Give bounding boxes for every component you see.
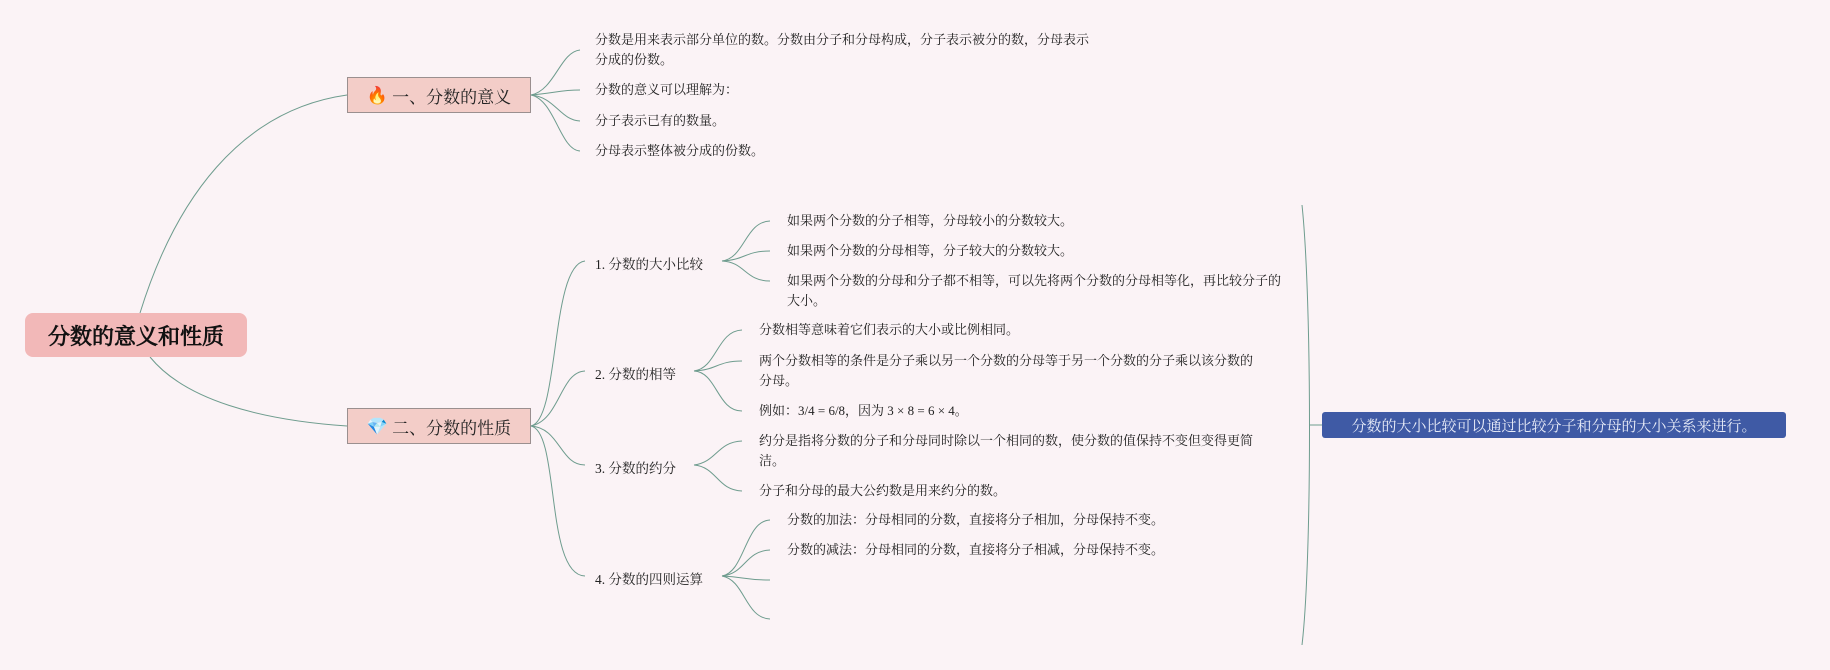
link-b2-sub2	[531, 371, 585, 426]
sub-reduce[interactable]	[595, 457, 676, 477]
leaf-text: 例如：3/4 = 6/8，因为 3 × 8 = 6 × 4。	[759, 403, 968, 418]
leaf-text: 分数的意义可以理解为：	[595, 82, 739, 97]
link-s1-leaf2	[722, 251, 770, 261]
link-s1-leaf3	[722, 261, 770, 281]
leaf-compare-1[interactable]	[787, 211, 1073, 231]
summary-bracket	[1302, 205, 1310, 645]
leaf-meaning-4[interactable]	[595, 141, 764, 161]
link-b2-sub4	[531, 426, 585, 576]
leaf-text: 分数相等意味着它们表示的大小或比例相同。	[759, 322, 1020, 337]
link-s4-leaf2	[722, 550, 770, 576]
leaf-equal-3[interactable]	[759, 401, 968, 421]
link-s2-leaf3	[694, 371, 742, 411]
leaf-reduce-1[interactable]	[759, 431, 1259, 471]
link-s3-leaf1	[694, 441, 742, 465]
fire-icon: 🔥	[366, 85, 389, 105]
sub-title: 2. 分数的相等	[595, 367, 676, 382]
leaf-text: 分子表示已有的数量。	[595, 113, 726, 128]
branch-meaning-title: 一、分数的意义	[392, 87, 512, 107]
gem-icon: 💎	[366, 416, 389, 436]
leaf-text: 分数是用来表示部分单位的数。分数由分子和分母构成，分子表示被分的数，分母表示分成的份数。	[595, 32, 1090, 67]
leaf-reduce-2[interactable]	[759, 481, 1006, 501]
sub-equal[interactable]	[595, 363, 676, 383]
sub-compare[interactable]	[595, 253, 703, 273]
leaf-operations-1[interactable]	[787, 510, 1164, 530]
link-b1-leaf4	[531, 95, 580, 151]
leaf-meaning-1[interactable]	[595, 30, 1095, 70]
leaf-text: 如果两个分数的分子相等，分母较小的分数较大。	[787, 213, 1074, 228]
leaf-text: 如果两个分数的分母相等，分子较大的分数较大。	[787, 243, 1074, 258]
leaf-compare-3[interactable]	[787, 271, 1285, 311]
leaf-meaning-2[interactable]	[595, 80, 738, 100]
leaf-equal-2[interactable]	[759, 351, 1259, 391]
link-b2-sub1	[531, 261, 585, 426]
leaf-equal-1[interactable]	[759, 320, 1019, 340]
sub-operations[interactable]	[595, 568, 703, 588]
leaf-text: 两个分数相等的条件是分子乘以另一个分数的分母等于另一个分数的分子乘以该分数的分母。	[759, 353, 1254, 388]
link-b1-leaf1	[531, 50, 580, 95]
leaf-text: 分数的加法：分母相同的分数，直接将分子相加，分母保持不变。	[787, 512, 1165, 527]
link-s4-leaf1	[722, 520, 770, 576]
link-root-branch1	[140, 95, 347, 313]
summary-node[interactable]	[1322, 412, 1786, 438]
link-s2-leaf2	[694, 361, 742, 371]
leaf-text: 分子和分母的最大公约数是用来约分的数。	[759, 483, 1007, 498]
sub-title: 1. 分数的大小比较	[595, 257, 703, 272]
leaf-meaning-3[interactable]	[595, 111, 725, 131]
link-s4-leaf4	[722, 576, 770, 619]
leaf-operations-2[interactable]	[787, 540, 1164, 560]
link-s4-leaf3	[722, 576, 770, 580]
sub-title: 4. 分数的四则运算	[595, 572, 703, 587]
root-topic[interactable]	[25, 313, 247, 357]
leaf-text: 约分是指将分数的分子和分母同时除以一个相同的数，使分数的值保持不变但变得更简洁。	[759, 433, 1254, 468]
sub-title: 3. 分数的约分	[595, 461, 676, 476]
leaf-text: 分母表示整体被分成的份数。	[595, 143, 765, 158]
summary-text: 分数的大小比较可以通过比较分子和分母的大小关系来进行。	[1351, 417, 1757, 435]
link-b1-leaf3	[531, 95, 580, 121]
leaf-text: 如果两个分数的分母和分子都不相等，可以先将两个分数的分母相等化，再比较分子的大小。	[787, 273, 1282, 308]
branch-properties-title: 二、分数的性质	[392, 418, 512, 438]
branch-meaning[interactable]	[347, 77, 531, 113]
leaf-compare-2[interactable]	[787, 241, 1073, 261]
link-s3-leaf2	[694, 465, 742, 491]
branch-properties[interactable]	[347, 408, 531, 444]
leaf-text: 分数的减法：分母相同的分数，直接将分子相减，分母保持不变。	[787, 542, 1165, 557]
root-title: 分数的意义和性质	[47, 323, 224, 349]
link-root-branch2	[150, 357, 347, 426]
